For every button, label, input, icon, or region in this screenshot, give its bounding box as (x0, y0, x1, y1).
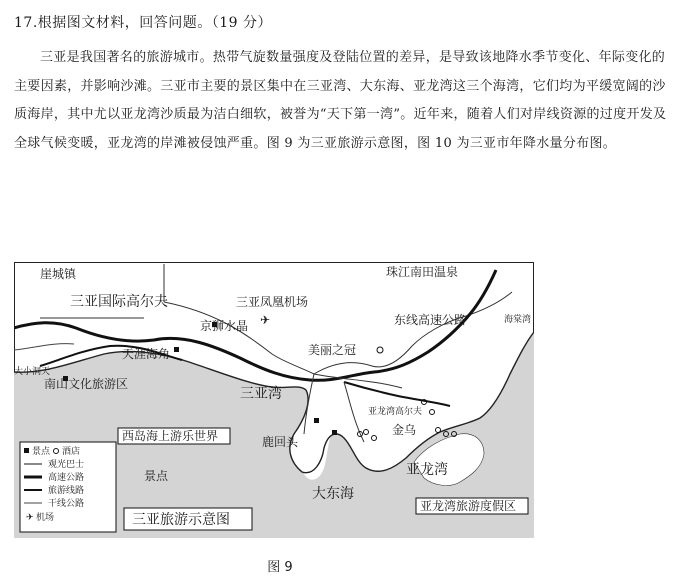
label-jinwu: 金乌 (392, 423, 417, 437)
svg-text:观光巴士: 观光巴士 (48, 460, 85, 470)
sanya-tourism-map (14, 262, 534, 538)
svg-text:干线公路: 干线公路 (48, 499, 85, 509)
label-resort: 亚龙湾旅游度假区 (420, 499, 517, 513)
svg-text:酒店: 酒店 (62, 447, 81, 457)
label-meili: 美丽之冠 (308, 343, 357, 357)
svg-text:旅游线路: 旅游线路 (48, 486, 85, 496)
question-paragraph: 三亚是我国著名的旅游城市。热带气旋数量强度及登陆位置的差异，是导致该地降水季节变化、年际变化的主要因素，并影响沙滩。三亚市主要的景区集中在三亚湾、大东海、亚龙湾这三个海湾，它们均为平缓宽阔的沙质海岸，其中尤以亚龙湾沙质最为洁白细软，被誉为“天下第一湾”。近年来，随着人们对岸线资源的过度开发及全球气候变暖，亚龙湾的岸滩被侵蚀严重。图 9 为三亚旅游示意图，图 10 为三亚市年降水量分布图。 (14, 50, 667, 151)
svg-text:机场: 机场 (36, 513, 55, 523)
label-highway: 东线高速公路 (394, 313, 467, 327)
label-xidao: 西岛海上游乐世界 (122, 429, 219, 443)
label-nanshan: 南山文化旅游区 (44, 377, 129, 391)
airport-icon: ✈ (260, 313, 271, 327)
label-hotspring: 珠江南田温泉 (386, 265, 459, 279)
label-yachengzhen: 崖城镇 (40, 267, 77, 281)
label-airport: 三亚凤凰机场 (236, 295, 309, 309)
svg-text:✈: ✈ (26, 513, 34, 523)
figure-caption: 图 9 (267, 560, 293, 575)
label-dxdt: 大小洞天 (14, 367, 51, 377)
label-yalonggolf: 亚龙湾高尔夫 (368, 407, 423, 417)
label-dadonghai: 大东海 (312, 486, 354, 502)
label-haitang: 海棠湾 (504, 315, 532, 325)
map-legend (20, 442, 116, 532)
label-golf: 三亚国际高尔夫 (70, 294, 168, 310)
label-yalongwan: 亚龙湾 (406, 462, 448, 478)
label-shuijing: 京狮水晶 (200, 319, 249, 333)
label-scenic: 景点 (144, 469, 169, 483)
label-luhuitou: 鹿回头 (262, 435, 299, 449)
map-title: 三亚旅游示意图 (132, 512, 230, 528)
label-tianya: 天涯海角 (122, 347, 171, 361)
svg-text:景点: 景点 (32, 447, 51, 457)
label-sanyawan: 三亚湾 (240, 386, 282, 402)
svg-text:高速公路: 高速公路 (48, 473, 85, 483)
question-title: 17.根据图文材料，回答问题。（19 分） (14, 15, 273, 31)
